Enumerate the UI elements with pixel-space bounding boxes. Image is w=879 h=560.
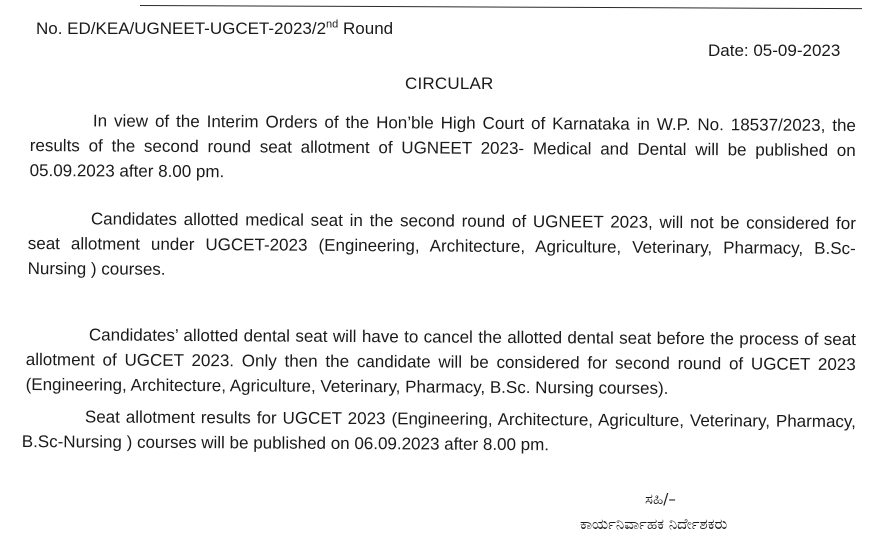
- circular-date: Date: 05-09-2023: [708, 41, 841, 60]
- paragraph-3: Candidates’ allotted dental seat will have to cancel the allotted dental seat before the process of seat allotment of UGCET 2023. Only then the candidate will be considered for second round of UGCET 2023 (Engineering, Architecture, Agriculture, Veterinary, Pharmacy, B.Sc. Nursing courses).: [25, 325, 856, 398]
- paragraph-2: Candidates allotted medical seat in the second round of UGNEET 2023, will not be considered for seat allotment under UGCET-2023 (Engineering, Architecture, Agriculture, Veterinary, Pharmacy, B.Sc-Nursing ) courses.: [27, 209, 856, 279]
- reference-number: [36, 19, 393, 39]
- signature-mark: ಸಹಿ/–: [645, 490, 676, 508]
- top-rule-divider: [140, 5, 862, 9]
- paragraph-1: In view of the Interim Orders of the Hon’ble High Court of Karnataka in W.P. No. 18537/2023, the results of the second round seat allotment of UGNEET 2023- Medical and Dental will be published on 05.09.2023 after 8.00 pm.: [29, 111, 856, 182]
- signatory-designation: ಕಾರ್ಯನಿರ್ವಾಹಕ ನಿರ್ದೇಶಕರು: [580, 515, 728, 533]
- reference-superscript: nd: [326, 18, 339, 31]
- paragraph-4: Seat allotment results for UGCET 2023 (Engineering, Architecture, Agriculture, Veterinary, Pharmacy, B.Sc-Nursing ) courses will be published on 06.09.2023 after 8.00 pm.: [21, 407, 856, 455]
- reference-tail: Round: [338, 19, 394, 38]
- circular-title: CIRCULAR: [405, 74, 494, 93]
- reference-main: No. ED/KEA/UGNEET-UGCET-2023/2: [36, 19, 327, 38]
